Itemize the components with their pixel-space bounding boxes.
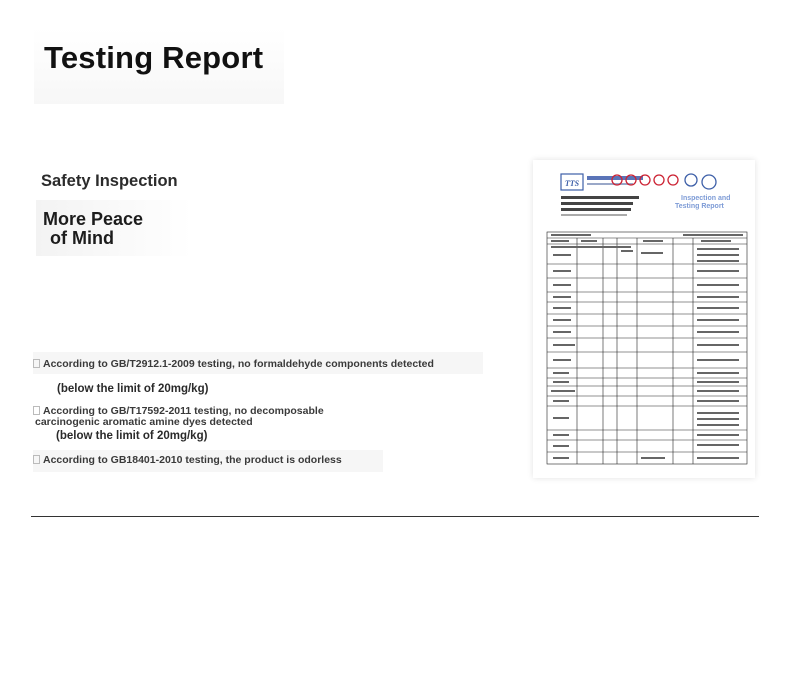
page-title: Testing Report <box>44 40 264 75</box>
point-2-limit: (below the limit of 20mg/kg) <box>56 430 208 442</box>
point-3-text: According to GB18401-2010 testing, the product is odorless <box>43 454 342 466</box>
report-badge-line-2: Testing Report <box>675 203 724 210</box>
table-cell-text-graphic <box>551 234 743 459</box>
point-odorless <box>33 454 342 466</box>
title-banner <box>34 28 284 104</box>
tts-logo-icon <box>561 174 583 190</box>
test-report-document-image <box>533 160 755 478</box>
report-badge-line-1: Inspection and <box>681 195 731 202</box>
bullet-icon <box>33 455 40 464</box>
bullet-icon <box>33 406 40 415</box>
point-2-text: According to GB/T17592-2011 testing, no decomposable <box>43 405 324 417</box>
divider <box>31 516 759 517</box>
point-2-text-continued: carcinogenic aromatic amine dyes detected <box>35 416 253 428</box>
safety-inspection-heading: Safety Inspection <box>41 172 178 190</box>
point-1-limit: (below the limit of 20mg/kg) <box>57 383 209 395</box>
results-table-graphic <box>547 232 747 464</box>
certification-marks-icon <box>612 174 716 189</box>
logo-text: TTS <box>564 179 580 188</box>
peace-line-2: of Mind <box>50 228 114 248</box>
point-formaldehyde <box>33 358 434 370</box>
point-1-text: According to GB/T2912.1-2009 testing, no formaldehyde components detected <box>43 358 434 370</box>
peace-line-1: More Peace <box>43 209 144 229</box>
bullet-icon <box>33 359 40 368</box>
